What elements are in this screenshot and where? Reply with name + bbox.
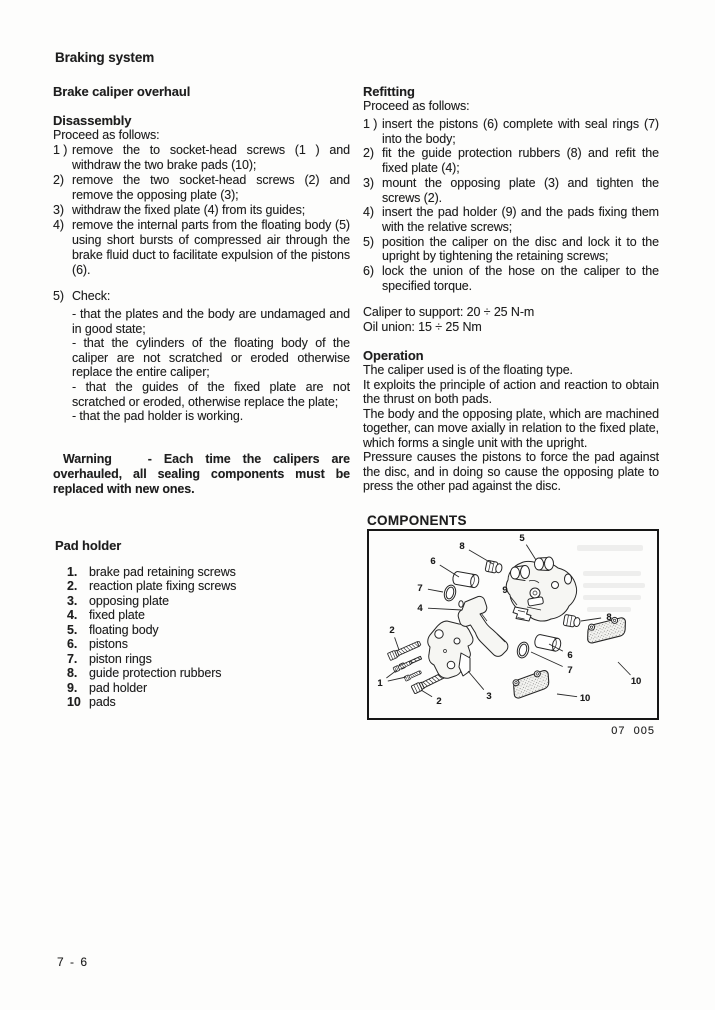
- legend-label: pads: [89, 695, 116, 710]
- legend-item: [53, 565, 350, 580]
- step-number: 1 ): [363, 117, 378, 131]
- check-item: - that the cylinders of the floating body of the caliper are not scratched or eroded otherwise replace the entire caliper;: [72, 336, 350, 380]
- step-number: 1 ): [53, 143, 68, 157]
- exploded-view-diagram: [369, 531, 657, 718]
- step-text: fit the guide protection rubbers (8) and refit the fixed plate (4);: [382, 146, 659, 176]
- section-title: Brake caliper overhaul: [53, 84, 191, 99]
- svg-text:1: 1: [377, 677, 383, 689]
- operation-heading: Operation: [363, 348, 424, 364]
- step-number: 3): [363, 175, 374, 190]
- list-item: [363, 264, 659, 293]
- step-text: insert the pad holder (9) and the pads fixing them with the relative screws;: [382, 205, 659, 234]
- legend-item: [53, 594, 350, 609]
- legend-item: [53, 637, 350, 652]
- paragraph: Pressure causes the pistons to force the pad against the disc, and in doing so cause the opposing plate to press the other pad against the disc.: [363, 450, 659, 494]
- step-text: position the caliper on the disc and lock it to the upright by tightening the retaining screws;: [382, 234, 659, 264]
- bleed-through-artifact: [577, 545, 645, 612]
- part-socket-head-screw: [387, 640, 421, 661]
- svg-text:7: 7: [567, 664, 573, 676]
- torque-line: Oil union: 15 ÷ 25 Nm: [363, 320, 482, 335]
- part-opposing-plate: [428, 621, 473, 678]
- check-item: - that the guides of the fixed plate are not scratched or eroded, otherwise replace the plate;: [72, 379, 350, 409]
- list-item: [363, 117, 659, 146]
- legend-number: 4.: [67, 608, 78, 623]
- svg-text:10: 10: [579, 692, 591, 704]
- step-text: remove the two socket-head screws (2) and remove the opposing plate (3);: [72, 173, 350, 202]
- disassembly-steps: [53, 143, 350, 278]
- legend-number: 7.: [67, 651, 78, 666]
- legend-label: guide protection rubbers: [89, 666, 222, 681]
- legend-label: pad holder: [89, 680, 148, 695]
- step-text: remove the to socket-head screws (1 ) and withdraw the two brake pads (10);: [72, 143, 350, 172]
- svg-text:4: 4: [417, 602, 423, 614]
- svg-text:9: 9: [502, 584, 508, 596]
- legend-label: floating body: [89, 622, 159, 637]
- legend-item: [53, 695, 350, 710]
- list-item: [53, 143, 350, 173]
- refitting-heading: Refitting: [363, 84, 415, 99]
- svg-text:2: 2: [389, 624, 395, 636]
- legend-number: 9.: [67, 680, 78, 695]
- legend-label: reaction plate fixing screws: [89, 579, 237, 594]
- svg-text:8: 8: [459, 540, 465, 552]
- legend-number: 6.: [67, 637, 78, 652]
- check-items: [53, 307, 350, 424]
- step-text: lock the union of the hose on the caliper to the specified torque.: [382, 264, 659, 293]
- step-number: 3): [53, 203, 64, 217]
- left-column: [53, 84, 350, 710]
- svg-text:6: 6: [430, 555, 436, 567]
- step-text: mount the opposing plate (3) and tighten the screws (2).: [382, 175, 659, 205]
- step-number: 5): [363, 234, 374, 249]
- step-text: remove the internal parts from the floating body (5) using short bursts of compressed air through the brake fluid duct to facilitate expulsion of the pistons (6).: [72, 218, 350, 277]
- legend-label: opposing plate: [89, 593, 169, 608]
- part-piston: [452, 571, 480, 588]
- right-column: [363, 84, 659, 739]
- svg-text:10: 10: [630, 675, 642, 687]
- list-item: [363, 205, 659, 234]
- step-text: Check:: [72, 289, 111, 303]
- page-title: Braking system: [55, 50, 155, 65]
- check-item: - that the plates and the body are undamaged and in good state;: [72, 307, 350, 336]
- legend-label: brake pad retaining screws: [89, 564, 236, 579]
- refitting-intro: Proceed as follows:: [363, 99, 470, 113]
- page-number: 7 - 6: [57, 955, 89, 969]
- legend-number: 10: [67, 695, 81, 710]
- legend-label: fixed plate: [89, 608, 145, 623]
- part-guide-rubber: [563, 614, 581, 628]
- legend-number: 3.: [67, 593, 78, 608]
- step-number: 4): [53, 218, 64, 232]
- legend-number: 2.: [67, 579, 78, 594]
- legend-item: [53, 579, 350, 594]
- diagram-callouts: [377, 533, 641, 707]
- legend-number: 8.: [67, 666, 78, 681]
- components-heading: COMPONENTS: [367, 512, 467, 528]
- list-item: [363, 146, 659, 175]
- step-number: 4): [363, 205, 374, 220]
- list-item: [53, 203, 350, 218]
- part-brake-pad: [509, 668, 552, 700]
- check-item: - that the pad holder is working.: [72, 409, 244, 424]
- paragraph: The caliper used is of the floating type.: [363, 363, 573, 378]
- legend-item: [53, 608, 350, 623]
- step-text: insert the pistons (6) complete with seal rings (7) into the body;: [382, 117, 659, 146]
- step-number: 5): [53, 289, 64, 303]
- refitting-steps: [363, 117, 659, 293]
- step-number: 2): [363, 146, 374, 161]
- legend-label: piston rings: [89, 651, 152, 666]
- pad-holder-legend: [53, 565, 350, 710]
- svg-text:2: 2: [436, 695, 442, 707]
- pad-holder-heading: Pad holder: [55, 537, 122, 553]
- list-item: [363, 176, 659, 205]
- svg-text:3: 3: [486, 690, 492, 702]
- operation-paragraphs: [363, 363, 659, 494]
- svg-text:6: 6: [567, 649, 573, 661]
- legend-label: pistons: [89, 637, 128, 652]
- torque-specs: [363, 305, 659, 335]
- step-text: withdraw the fixed plate (4) from its guides;: [72, 203, 306, 217]
- components-diagram-frame: [367, 529, 659, 720]
- disassembly-heading: Disassembly: [53, 113, 132, 128]
- legend-item: [53, 652, 350, 667]
- legend-item: [53, 623, 350, 638]
- legend-item: [53, 681, 350, 696]
- disassembly-intro: Proceed as follows:: [53, 128, 160, 142]
- step-number: 6): [363, 264, 374, 279]
- svg-text:7: 7: [417, 582, 423, 594]
- part-piston-ring: [516, 641, 531, 659]
- svg-text:5: 5: [519, 532, 525, 544]
- warning-note: Warning - Each time the calipers are overhauled, all sealing components must be replaced with new ones.: [53, 451, 350, 496]
- step-number: 2): [53, 173, 64, 187]
- legend-number: 5.: [67, 622, 78, 637]
- part-piston-ring: [443, 584, 458, 602]
- part-small-screw: [393, 655, 422, 681]
- legend-number: 1.: [67, 564, 78, 579]
- part-piston: [534, 634, 562, 652]
- svg-text:8: 8: [606, 611, 612, 623]
- figure-number: 07 005: [611, 724, 655, 737]
- paragraph: It exploits the principle of action and reaction to obtain the thrust on both pads.: [363, 377, 659, 407]
- legend-item: [53, 666, 350, 681]
- paragraph: The body and the opposing plate, which are machined together, can move axially in relation to the fixed plate, which forms a single unit with the upright.: [363, 406, 659, 450]
- check-step: [53, 289, 350, 304]
- part-guide-rubber: [485, 560, 503, 574]
- torque-line: Caliper to support: 20 ÷ 25 N-m: [363, 305, 535, 320]
- list-item: [53, 218, 350, 278]
- list-item: [53, 173, 350, 203]
- list-item: [363, 235, 659, 264]
